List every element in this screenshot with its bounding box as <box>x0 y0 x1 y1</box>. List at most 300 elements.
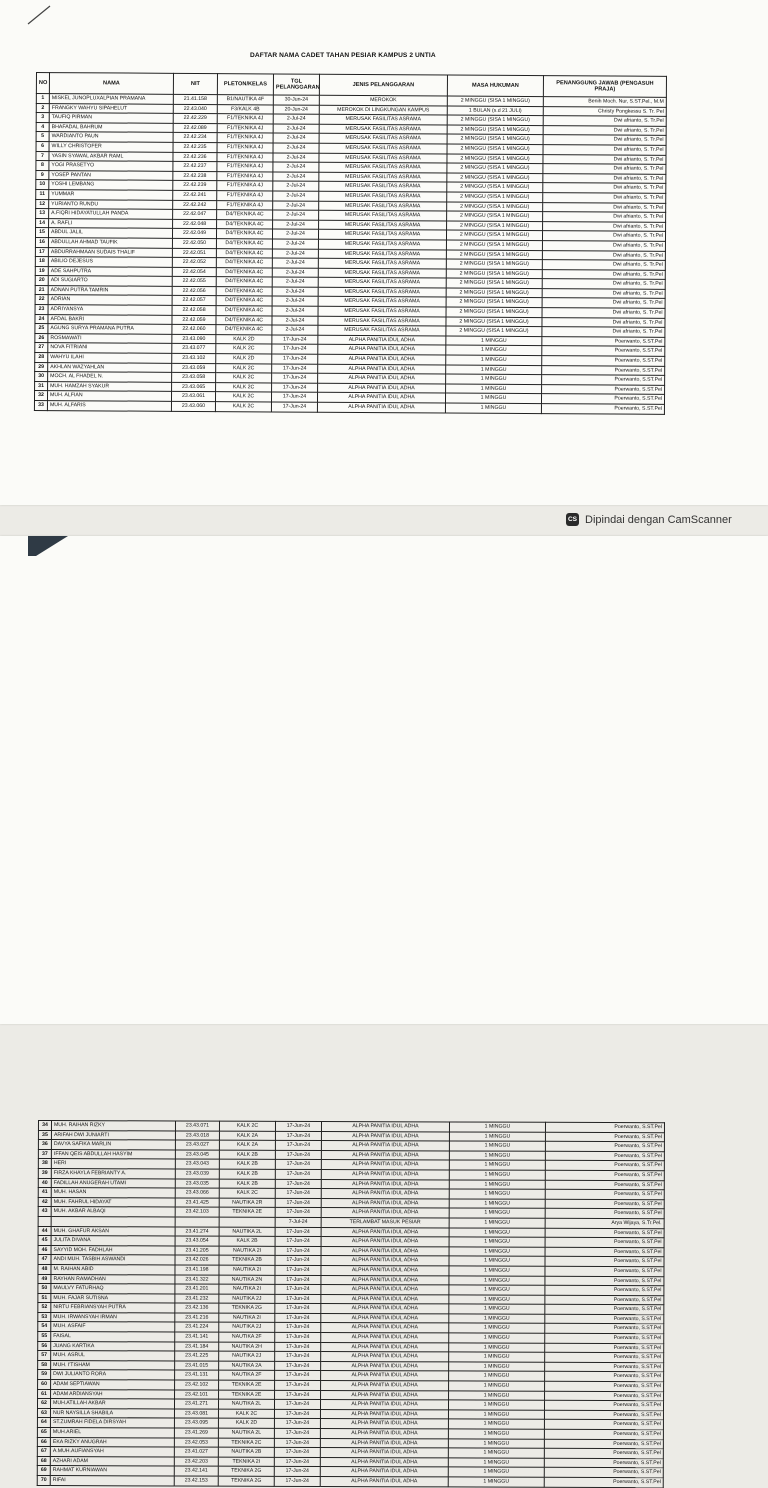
cell-pleton: F1/TEKNIKA 4J <box>217 162 273 172</box>
cell-no: 21 <box>35 285 48 295</box>
cell-jenis: ALPHA PANITIA IDUL ADHA <box>321 1208 449 1218</box>
cell-no: 29 <box>35 362 48 372</box>
cell-nit <box>175 1217 219 1227</box>
cell-jenis: ALPHA PANITIA IDUL ADHA <box>318 364 446 374</box>
cell-pleton: TEKNIKA 2G <box>218 1467 274 1477</box>
cell-jenis: MERUSAK FASILITAS ASRAMA <box>318 297 446 307</box>
cell-masa: 1 MINGGU <box>449 1343 545 1353</box>
cell-nit: 22.42.054 <box>172 267 216 277</box>
cell-penanggung: Poerwanto, S.ST.Pel <box>545 1314 664 1324</box>
cell-penanggung: Arya Wijaya, S.Tr.Pel. <box>545 1218 664 1228</box>
cell-jenis: ALPHA PANITIA IDUL ADHA <box>320 1457 448 1467</box>
cell-masa: 2 MINGGU (SISA 1 MINGGU) <box>446 259 542 269</box>
cell-masa: 1 MINGGU <box>449 1189 545 1199</box>
cell-nama: AFDAL BAKRI <box>48 314 172 324</box>
cell-no: 48 <box>38 1264 51 1274</box>
cell-jenis: MERUSAK FASILITAS ASRAMA <box>318 278 446 288</box>
cell-tgl: 17-Jun-24 <box>274 1400 320 1410</box>
cell-masa: 1 MINGGU <box>449 1160 545 1170</box>
cell-pleton: NAUTIKA 2B <box>218 1447 274 1457</box>
cell-masa: 2 MINGGU (SISA 1 MINGGU) <box>446 288 542 298</box>
header-jenis: JENIS PELANGGARAN <box>319 74 447 96</box>
cell-no: 47 <box>38 1255 51 1265</box>
cell-nama: ROSMAWATI <box>48 333 172 343</box>
cell-jenis: ALPHA PANITIA IDUL ADHA <box>321 1313 449 1323</box>
cell-nama: MUH. HAMZAH SYAKUR <box>48 381 172 391</box>
cell-masa: 1 MINGGU <box>449 1371 545 1381</box>
table-row <box>37 1475 663 1487</box>
cell-tgl: 2-Jul-24 <box>272 258 318 268</box>
cell-pleton: D4/TEKNIKA 4C <box>216 325 272 335</box>
cell-jenis: ALPHA PANITIA IDUL ADHA <box>321 1198 449 1208</box>
cell-penanggung: Poerwanto, S.ST.Pel <box>545 1266 664 1276</box>
cell-masa: 2 MINGGU (SISA 1 MINGGU) <box>447 115 543 125</box>
cell-pleton: NAUTIKA 2F <box>219 1332 275 1342</box>
cell-nit: 23.41.274 <box>175 1227 219 1237</box>
cell-pleton: D4/TEKNIKA 4C <box>216 248 272 258</box>
cell-penanggung: Dwi afrianto, S. Tr.Pel <box>543 135 666 145</box>
cell-nit: 22.42.048 <box>173 219 217 229</box>
cell-masa: 2 MINGGU (SISA 1 MINGGU) <box>447 202 543 212</box>
cell-penanggung: Dwi afrianto, S. Tr.Pel <box>542 231 665 241</box>
cell-nama: ADRIAN <box>48 295 172 305</box>
cell-nit: 23.42.203 <box>174 1457 218 1467</box>
cell-no: 44 <box>38 1226 51 1236</box>
cell-pleton: F1/TEKNIKA 4J <box>217 133 273 143</box>
scan-corner-mark-icon <box>28 536 68 556</box>
cell-penanggung: Poerwanto, S.ST.Pel <box>545 1391 664 1401</box>
cell-pleton: F1/TEKNIKA 4J <box>217 191 273 201</box>
cell-tgl: 2-Jul-24 <box>272 316 318 326</box>
cell-masa: 1 MINGGU <box>449 1295 545 1305</box>
cell-tgl: 2-Jul-24 <box>273 191 319 201</box>
cell-nit: 23.43.045 <box>175 1150 219 1160</box>
cell-pleton: NAUTIKA 2I <box>219 1265 275 1275</box>
cell-no: 33 <box>34 400 47 410</box>
cell-masa: 1 MINGGU <box>449 1275 545 1285</box>
cell-jenis: MERUSAK FASILITAS ASRAMA <box>318 287 446 297</box>
cell-masa: 2 MINGGU (SISA 1 MINGGU) <box>446 317 542 327</box>
cell-penanggung: Dwi afrianto, S. Tr.Pel <box>542 298 665 308</box>
cell-masa: 2 MINGGU (SISA 1 MINGGU) <box>447 144 543 154</box>
cell-nama: MUH. RAIHAN RIZKY <box>51 1121 175 1131</box>
cell-tgl: 17-Jun-24 <box>275 1304 321 1314</box>
cell-penanggung: Poerwanto, S.ST.Pel <box>545 1247 664 1257</box>
cell-nama: YOSHI LEMBANG <box>49 180 173 190</box>
cell-jenis: MERUSAK FASILITAS ASRAMA <box>319 134 447 144</box>
cadet-table-page-2 <box>37 1120 665 1488</box>
cell-penanggung: Poerwanto, S.ST.Pel <box>545 1343 664 1353</box>
cell-tgl: 2-Jul-24 <box>272 239 318 249</box>
cell-nama: ADAM ARDIANSYAH <box>51 1389 175 1399</box>
cell-nit: 23.43.061 <box>171 392 215 402</box>
cell-masa: 1 MINGGU <box>449 1208 545 1218</box>
cell-tgl: 2-Jul-24 <box>273 143 319 153</box>
cell-pleton: KALK 2C <box>219 1121 275 1131</box>
cell-pleton: KALK 2B <box>219 1150 275 1160</box>
cell-penanggung: Poerwanto, S.ST.Pel <box>545 1333 664 1343</box>
cell-pleton <box>219 1217 275 1227</box>
cell-pleton: KALK 2A <box>219 1131 275 1141</box>
cell-pleton: NAUTIKA 2A <box>219 1361 275 1371</box>
cell-no: 8 <box>36 161 49 171</box>
cell-pleton: KALK 2D <box>216 334 272 344</box>
cell-nama: FADILLAH ANUGERAH UTAMI <box>51 1178 175 1188</box>
cell-nama: HERI <box>51 1159 175 1169</box>
cell-masa: 1 MINGGU <box>449 1170 545 1180</box>
cell-nama: A.FIQRI HIDAYATULLAH PANDA <box>49 209 173 219</box>
cell-no: 14 <box>36 218 49 228</box>
cell-jenis: ALPHA PANITIA IDUL ADHA <box>321 1150 449 1160</box>
cell-jenis: ALPHA PANITIA IDUL ADHA <box>321 1246 449 1256</box>
cell-masa: 1 MINGGU <box>449 1247 545 1257</box>
cell-tgl: 2-Jul-24 <box>273 124 319 134</box>
camscanner-watermark <box>566 513 732 526</box>
cell-jenis: MEROKOK <box>319 95 447 105</box>
cell-masa: 2 MINGGU (SISA 1 MINGGU) <box>447 192 543 202</box>
cell-nit: 23.43.102 <box>172 353 216 363</box>
cell-nama: ABILIO DEJESUS <box>48 257 172 267</box>
cell-tgl: 17-Jun-24 <box>275 1332 321 1342</box>
cell-pleton: F1/TEKNIKA 4J <box>217 152 273 162</box>
cell-jenis: MERUSAK FASILITAS ASRAMA <box>318 239 446 249</box>
cell-nit: 23.43.018 <box>175 1131 219 1141</box>
cell-nama: WILLY CHRISTOFER <box>49 142 173 152</box>
header-masa: MASA HUKUMAN <box>447 75 543 97</box>
cell-tgl: 17-Jun-24 <box>275 1227 321 1237</box>
cell-pleton: KALK 2C <box>216 344 272 354</box>
cell-no: 11 <box>36 189 49 199</box>
cell-jenis: ALPHA PANITIA IDUL ADHA <box>321 1381 449 1391</box>
cell-nama: DWI JULIANTO RORA <box>51 1370 175 1380</box>
cell-jenis: ALPHA PANITIA IDUL ADHA <box>317 402 445 412</box>
cell-masa: 2 MINGGU (SISA 1 MINGGU) <box>446 250 542 260</box>
cell-penanggung: Poerwanto, S.ST.Pel <box>545 1151 664 1161</box>
cell-nama: YUMMAR <box>49 190 173 200</box>
cell-nama: FRANGKY WAHYU SIPAHELUT <box>49 103 173 113</box>
cell-no: 3 <box>36 113 49 123</box>
cell-jenis: ALPHA PANITIA IDUL ADHA <box>321 1361 449 1371</box>
cell-masa: 1 MINGGU <box>448 1400 544 1410</box>
cell-no: 10 <box>36 180 49 190</box>
cell-nama: MUH. I'TISHAM <box>51 1360 175 1370</box>
cell-nama: ADRIYANSYA <box>48 305 172 315</box>
cell-jenis: ALPHA PANITIA IDUL ADHA <box>320 1428 448 1438</box>
cell-jenis: ALPHA PANITIA IDUL ADHA <box>321 1227 449 1237</box>
cell-masa: 2 MINGGU (SISA 1 MINGGU) <box>447 173 543 183</box>
cell-jenis: MERUSAK FASILITAS ASRAMA <box>318 258 446 268</box>
cell-pleton: D4/TEKNIKA 4C <box>216 315 272 325</box>
cell-penanggung: Dwi afrianto, S. Tr.Pel <box>542 250 665 260</box>
cell-penanggung: Dwi afrianto, S. Tr.Pel <box>543 145 666 155</box>
cell-masa: 1 MINGGU <box>449 1151 545 1161</box>
cell-penanggung: Poerwanto, S.ST.Pel <box>545 1353 664 1363</box>
cell-nama: ARIFAH DWI JUNIARTI <box>51 1130 175 1140</box>
cell-nit: 23.41.425 <box>175 1198 219 1208</box>
cell-nama: WAHYU ILAHI <box>48 353 172 363</box>
cell-tgl: 17-Jun-24 <box>275 1121 321 1131</box>
cell-tgl: 2-Jul-24 <box>272 325 318 335</box>
cell-masa: 2 MINGGU (SISA 1 MINGGU) <box>447 134 543 144</box>
cell-tgl: 17-Jun-24 <box>272 354 318 364</box>
cell-no: 27 <box>35 343 48 353</box>
cell-no: 70 <box>37 1475 50 1485</box>
cell-penanggung: Poerwanto, S.ST.Pel <box>545 1161 664 1171</box>
cell-nama: M. RAIHAN ABID <box>51 1264 175 1274</box>
cell-nit: 22.42.049 <box>172 229 216 239</box>
cell-tgl: 2-Jul-24 <box>273 200 319 210</box>
cell-pleton: NAUTIKA 2R <box>219 1198 275 1208</box>
cell-nit: 22.42.236 <box>173 152 217 162</box>
cell-no: 56 <box>38 1341 51 1351</box>
cell-no: 15 <box>35 228 48 238</box>
cell-no: 28 <box>35 353 48 363</box>
cell-tgl: 17-Jun-24 <box>274 1457 320 1467</box>
cell-masa: 1 MINGGU <box>449 1304 545 1314</box>
cell-nit: 22.42.234 <box>173 133 217 143</box>
cell-no: 25 <box>35 324 48 334</box>
cell-penanggung: Poerwanto, S.ST.Pel <box>545 1132 664 1142</box>
cell-masa: 2 MINGGU (SISA 1 MINGGU) <box>446 297 542 307</box>
scanned-page-1 <box>0 0 768 505</box>
cell-jenis: MERUSAK FASILITAS ASRAMA <box>319 201 447 211</box>
cell-penanggung: Poerwanto, S.ST.Pel <box>544 1448 663 1458</box>
cell-no: 58 <box>38 1360 51 1370</box>
cell-nit: 22.42.229 <box>173 114 217 124</box>
cell-penanggung: Poerwanto, S.ST.Pel <box>542 384 665 394</box>
cell-nit: 23.41.205 <box>175 1246 219 1256</box>
cell-nama: A.MUH.AUFIANSYAH <box>50 1447 174 1457</box>
cell-nit: 23.41.269 <box>174 1428 218 1438</box>
cell-penanggung: Poerwanto, S.ST.Pel <box>545 1305 664 1315</box>
cell-penanggung: Poerwanto, S.ST.Pel <box>545 1141 664 1151</box>
cell-penanggung: Poerwanto, S.ST.Pel <box>542 336 665 346</box>
cell-penanggung: Benih Moch. Nur, S.ST.Pel., M.M <box>543 97 666 107</box>
cell-tgl: 17-Jun-24 <box>274 1438 320 1448</box>
cell-nama: NUR NAYSILLA SHABILA <box>50 1408 174 1418</box>
cell-pleton: KALK 2C <box>215 392 271 402</box>
cell-tgl: 17-Jun-24 <box>275 1141 321 1151</box>
cell-pleton: KALK 2C <box>218 1409 274 1419</box>
cell-nit: 23.43.027 <box>175 1140 219 1150</box>
cell-pleton: NAUTIKA 2N <box>219 1275 275 1285</box>
cell-penanggung: Poerwanto, S.ST.Pel <box>545 1237 664 1247</box>
cell-nit: 22.42.055 <box>172 277 216 287</box>
cell-nit: 23.42.103 <box>175 1207 219 1217</box>
cell-masa: 1 MINGGU <box>448 1467 544 1477</box>
cell-nit: 23.42.141 <box>174 1466 218 1476</box>
cell-jenis: ALPHA PANITIA IDUL ADHA <box>320 1476 448 1486</box>
cell-tgl: 17-Jun-24 <box>272 383 318 393</box>
cell-no: 60 <box>38 1380 51 1390</box>
cell-no: 45 <box>38 1236 51 1246</box>
cell-nama: FIRZA KHAYLA FEBRIANTY A. <box>51 1169 175 1179</box>
cell-jenis: ALPHA PANITIA IDUL ADHA <box>321 1169 449 1179</box>
cell-no: 57 <box>38 1351 51 1361</box>
cell-nit: 22.42.058 <box>172 305 216 315</box>
cell-tgl: 2-Jul-24 <box>273 210 319 220</box>
cell-penanggung: Poerwanto, S.ST.Pel <box>544 1477 663 1487</box>
cell-masa: 1 MINGGU <box>449 1285 545 1295</box>
cell-pleton: F1/TEKNIKA 4J <box>217 181 273 191</box>
cell-nama: ABDUL JALIL <box>48 228 172 238</box>
cell-tgl: 17-Jun-24 <box>275 1246 321 1256</box>
cell-pleton: NAUTIKA 2H <box>219 1342 275 1352</box>
cell-pleton: NAUTIKA 2L <box>218 1399 274 1409</box>
cell-pleton: D4/TEKNIKA 4C <box>216 306 272 316</box>
cell-nit: 23.43.065 <box>172 382 216 392</box>
cell-penanggung: Poerwanto, S.ST.Pel <box>545 1257 664 1267</box>
cell-pleton: KALK 2C <box>219 1188 275 1198</box>
cell-tgl: 17-Jun-24 <box>275 1160 321 1170</box>
cell-nama: ADNAN PUTRA TAMRIN <box>48 285 172 295</box>
cell-no: 32 <box>34 391 47 401</box>
cell-nama: ADE SAHPUTRA <box>48 266 172 276</box>
cell-pleton: TEKNIKA 2E <box>219 1207 275 1217</box>
cell-no: 53 <box>38 1312 51 1322</box>
cell-pleton: D4/TEKNIKA 4C <box>216 239 272 249</box>
cell-nit: 23.42.026 <box>175 1255 219 1265</box>
cell-no: 17 <box>35 247 48 257</box>
cell-tgl: 2-Jul-24 <box>272 268 318 278</box>
cell-tgl: 17-Jun-24 <box>275 1169 321 1179</box>
cell-nama: MUH.ARIEL <box>50 1428 174 1438</box>
cell-penanggung: Poerwanto, S.ST.Pel <box>544 1420 663 1430</box>
cell-masa: 2 MINGGU (SISA 1 MINGGU) <box>446 269 542 279</box>
cell-nit: 22.42.060 <box>172 325 216 335</box>
cell-penanggung: Poerwanto, S.ST.Pel <box>545 1276 664 1286</box>
cell-pleton: F1/TEKNIKA 4J <box>217 123 273 133</box>
cell-nama: ADAM SEPTIAWAN <box>51 1380 175 1390</box>
cell-jenis: ALPHA PANITIA IDUL ADHA <box>321 1256 449 1266</box>
cell-nit: 22.42.089 <box>173 123 217 133</box>
header-no: NO <box>36 73 49 94</box>
cell-tgl: 2-Jul-24 <box>272 277 318 287</box>
cell-no: 36 <box>38 1140 51 1150</box>
cell-masa: 1 MINGGU <box>449 1266 545 1276</box>
cell-no: 1 <box>36 94 49 104</box>
cell-no: 23 <box>35 305 48 315</box>
cell-no: 68 <box>37 1456 50 1466</box>
cell-tgl: 2-Jul-24 <box>273 133 319 143</box>
cell-masa: 1 MINGGU <box>449 1199 545 1209</box>
cell-nit: 23.43.077 <box>172 344 216 354</box>
cell-nama: YOGI PRASETYO <box>49 161 173 171</box>
cell-jenis: MERUSAK FASILITAS ASRAMA <box>319 172 447 182</box>
cell-no: 7 <box>36 151 49 161</box>
cell-masa: 1 MINGGU <box>446 336 542 346</box>
cell-tgl: 17-Jun-24 <box>271 392 317 402</box>
header-nit: NIT <box>173 73 217 94</box>
cell-nama: ST.ZUMRAH FIDELA DIRSYAH <box>50 1418 174 1428</box>
cell-nit: 23.43.054 <box>175 1236 219 1246</box>
cell-nama: MUH. FAHRUL HIDAYAT <box>51 1197 175 1207</box>
cell-masa: 1 MINGGU <box>446 365 542 375</box>
cell-no: 39 <box>38 1168 51 1178</box>
cell-penanggung: Dwi afrianto, S. Tr.Pel <box>543 116 666 126</box>
cell-masa: 1 MINGGU <box>449 1333 545 1343</box>
cell-no: 69 <box>37 1466 50 1476</box>
cell-penanggung: Poerwanto, S.ST.Pel <box>542 365 665 375</box>
cell-nama: MUH. ASRUL <box>51 1351 175 1361</box>
cell-penanggung: Dwi afrianto, S. Tr.Pel <box>542 308 665 318</box>
cell-nama: MISKEL JUNOPLUXALPIAN PRAMANA <box>49 94 173 104</box>
scanned-page-2 <box>0 536 768 1486</box>
cell-pleton: D4/TEKNIKA 4C <box>216 277 272 287</box>
cell-pleton: NAUTIKA 2F <box>219 1371 275 1381</box>
cell-pleton: D4/TEKNIKA 4C <box>217 210 273 220</box>
cell-no: 49 <box>38 1274 51 1284</box>
cell-tgl: 17-Jun-24 <box>275 1380 321 1390</box>
cell-no: 31 <box>35 381 48 391</box>
cell-tgl: 17-Jun-24 <box>274 1467 320 1477</box>
cell-pleton: TEKNIKA 2I <box>218 1457 274 1467</box>
cell-pleton: F1/TEKNIKA 4J <box>217 200 273 210</box>
cell-penanggung: Dwi afrianto, S. Tr.Pel <box>543 212 666 222</box>
cell-tgl: 2-Jul-24 <box>272 296 318 306</box>
cell-nit: 23.43.081 <box>174 1409 218 1419</box>
cell-masa: 2 MINGGU (SISA 1 MINGGU) <box>446 326 542 336</box>
cell-pleton: NAUTIKA 2J <box>219 1294 275 1304</box>
cell-no: 38 <box>38 1159 51 1169</box>
cell-jenis: ALPHA PANITIA IDUL ADHA <box>321 1237 449 1247</box>
cell-masa: 1 MINGGU <box>448 1448 544 1458</box>
cell-nama: WARDIANTO PAUN <box>49 132 173 142</box>
cell-penanggung: Poerwanto, S.ST.Pel <box>544 1468 663 1478</box>
header-pleton: PLETON/KELAS <box>217 74 273 95</box>
cell-no: 46 <box>38 1245 51 1255</box>
cell-nit: 22.42.059 <box>172 315 216 325</box>
cell-tgl: 17-Jun-24 <box>275 1150 321 1160</box>
cell-penanggung: Dwi afrianto, S. Tr.Pel <box>542 327 665 337</box>
cell-masa: 1 MINGGU <box>446 355 542 365</box>
cell-pleton: D4/TEKNIKA 4C <box>216 229 272 239</box>
cell-pleton: KALK 2D <box>218 1419 274 1429</box>
cell-jenis: ALPHA PANITIA IDUL ADHA <box>321 1275 449 1285</box>
cell-pleton: TEKNIKA 2G <box>218 1476 274 1486</box>
cell-nit: 23.42.101 <box>175 1390 219 1400</box>
cell-tgl: 17-Jun-24 <box>275 1352 321 1362</box>
cell-jenis: MERUSAK FASILITAS ASRAMA <box>319 182 447 192</box>
cell-penanggung: Poerwanto, S.ST.Pel <box>544 1439 663 1449</box>
cell-jenis: MEROKOK DI LINGKUNGAN KAMPUS <box>319 105 447 115</box>
cell-jenis: MERUSAK FASILITAS ASRAMA <box>319 124 447 134</box>
cell-penanggung: Poerwanto, S.ST.Pel <box>545 1372 664 1382</box>
cell-tgl: 17-Jun-24 <box>275 1179 321 1189</box>
cell-nit: 22.42.235 <box>173 142 217 152</box>
cell-pleton: B1/NAUTIKA 4F <box>217 95 273 105</box>
cell-masa: 1 MINGGU <box>449 1141 545 1151</box>
cell-jenis: MERUSAK FASILITAS ASRAMA <box>319 114 447 124</box>
cell-tgl: 2-Jul-24 <box>272 306 318 316</box>
cell-no: 16 <box>35 237 48 247</box>
cell-no: 62 <box>37 1399 50 1409</box>
cell-no: 5 <box>36 132 49 142</box>
cell-masa: 1 MINGGU <box>448 1477 544 1487</box>
cell-no: 34 <box>38 1121 51 1131</box>
cell-masa: 1 MINGGU <box>446 384 542 394</box>
camscanner-logo-icon: CS <box>566 513 579 526</box>
cell-jenis: MERUSAK FASILITAS ASRAMA <box>319 220 447 230</box>
cell-pleton: NAUTIKA 2I <box>219 1284 275 1294</box>
cell-tgl: 17-Jun-24 <box>275 1390 321 1400</box>
cell-no <box>38 1216 51 1226</box>
cell-pleton: KALK 2B <box>219 1169 275 1179</box>
cell-pleton: F1/TEKNIKA 4J <box>217 114 273 124</box>
cell-penanggung: Poerwanto, S.ST.Pel <box>544 1458 663 1468</box>
cell-nit: 23.43.095 <box>174 1418 218 1428</box>
cell-masa: 1 MINGGU <box>446 374 542 384</box>
